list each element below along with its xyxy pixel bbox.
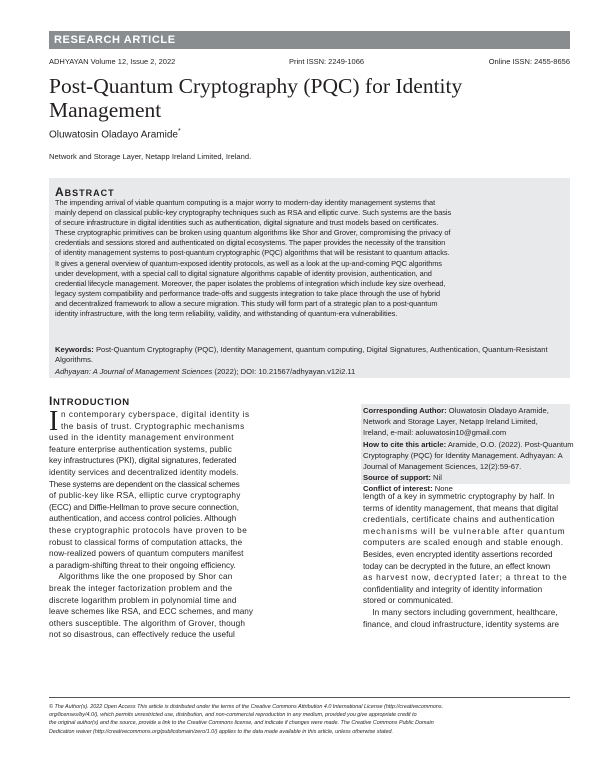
body-line: key infrastructures (PKI), digital signatures, federated bbox=[49, 456, 237, 466]
body-line: mechanisms will be vulnerable after quantum bbox=[363, 526, 566, 536]
body-right-column bbox=[363, 491, 570, 630]
online-issn: Online ISSN: 2455-8656 bbox=[488, 57, 570, 66]
body-line: Besides, even encrypted identity assertions recorded bbox=[363, 549, 553, 559]
body-line: (ECC) and Diffie-Hellman to prove secure connection, bbox=[49, 502, 239, 512]
journal-citation bbox=[55, 367, 355, 376]
article-type-banner: RESEARCH ARTICLE bbox=[49, 31, 570, 49]
abstract-heading: ABSTRACT bbox=[55, 185, 115, 199]
footer-divider bbox=[49, 697, 570, 698]
keywords-label: Keywords: bbox=[55, 345, 94, 354]
body-line: now-realized powers of quantum computers manifest bbox=[49, 549, 244, 559]
abstract-line: identity infrastructure, with the long term reliability, validity, and withstanding of quantum-era vulnerabilities. bbox=[55, 309, 398, 319]
body-line: these cryptographic protocols have proven to be bbox=[49, 525, 248, 535]
abstract-line: It gives a general overview of quantum-exposed identity protocols, as well as a look at the up-and-coming PQC algorithms bbox=[55, 258, 442, 268]
abstract-line: mainly depend on classical public-key cryptography techniques such as RSA and elliptic curve. Such systems are the basis bbox=[55, 208, 452, 218]
body-left-column bbox=[49, 406, 334, 641]
body-line: discrete logarithm problem in polynomial time and bbox=[49, 595, 237, 605]
author-affiliation: Network and Storage Layer, Netapp Ireland Limited, Ireland. bbox=[49, 152, 252, 161]
body-line: leave schemes like RSA, and ECC schemes, and many bbox=[49, 607, 254, 617]
title-line: Post-Quantum Cryptography (PQC) for Identity bbox=[49, 74, 463, 98]
author-name: Oluwatosin Oladayo Aramide* bbox=[49, 128, 181, 141]
how-to-cite-line: Journal of Management Sciences, 12(2):59-67. bbox=[363, 461, 522, 471]
correspondence-info bbox=[363, 406, 574, 494]
abstract-line: of secure infrastructure in digital identities such as authentication, digital signature and trust models based on certificates. bbox=[55, 218, 439, 228]
body-line: as harvest now, decrypted later; a threat to the bbox=[363, 573, 568, 583]
body-line: n contemporary cyberspace, digital identity is bbox=[61, 410, 250, 419]
body-line: authentication, and access control policies. Although bbox=[49, 514, 237, 524]
body-line: others susceptible. The algorithm of Grover, though bbox=[49, 618, 246, 628]
title-line: Management bbox=[49, 98, 162, 122]
abstract-line: These cryptographic primitives can be broken using quantum algorithms like Shor and Grover, compromising the privacy of bbox=[55, 228, 451, 238]
body-line: the basis of trust. Cryptographic mechanisms bbox=[61, 421, 245, 431]
body-line: feature enterprise authentication systems, public bbox=[49, 444, 233, 454]
corresponding-author: Corresponding Author: Oluwatosin Oladayo Aramide, bbox=[363, 406, 549, 415]
body-line: robust to classical forms of computation attacks, the bbox=[49, 537, 243, 547]
body-line: finance, and cloud infrastructure, identity systems are bbox=[363, 619, 560, 629]
article-title bbox=[49, 74, 469, 122]
body-line: These systems are dependent on the classical schemes bbox=[49, 479, 240, 489]
body-line: Algorithms like the one proposed by Shor can bbox=[49, 572, 233, 582]
conflict-of-interest: Conflict of interest: None bbox=[363, 483, 453, 493]
body-line: not so disastrous, can effectively reduce the useful bbox=[49, 630, 235, 640]
corresponding-mark: * bbox=[177, 128, 181, 135]
body-line: of public-key like RSA, elliptic curve cryptography bbox=[49, 491, 241, 501]
keywords-list: Post-Quantum Cryptography (PQC), Identity Management, quantum computing, Digital Signatures, Authentication, Quantum-Resistant Algorithms. bbox=[55, 345, 548, 365]
body-line: confidentiality and integrity of identity information bbox=[363, 584, 543, 594]
journal-info-line bbox=[49, 57, 570, 69]
abstract-line: credential lifecycle management. Moreover, the paper isolates the problems of integration which include key size overhead, bbox=[55, 278, 446, 288]
citation-journal: Adhyayan: A Journal of Management Sciences bbox=[55, 367, 213, 376]
corresponding-affiliation: Network and Storage Layer, Netapp Ireland Limited, bbox=[363, 416, 538, 426]
body-line: identity services and decentralized identity models. bbox=[49, 467, 239, 477]
abstract-line: of identity management systems to post-quantum cryptographic (PQC) algorithms that will be resistant to quantum attacks. bbox=[55, 248, 450, 258]
license-line: the original author(s) and the source, provide a link to the Creative Commons license, and indicate if changes were made. The Creative Commons Public Domain bbox=[49, 720, 434, 727]
license-line: org/licenses/by/4.0/), which permits unrestricted use, distribution, and non-commercial reproduction in any medium, provided you give appropriate credit to bbox=[49, 712, 417, 719]
source-of-support: Source of support: Nil bbox=[363, 472, 442, 482]
body-line: terms of identity management, that means that digital bbox=[363, 503, 559, 513]
abstract-line: The impending arrival of viable quantum computing is a major worry to modern-day identity management systems that bbox=[55, 198, 436, 207]
abstract-line: legacy system compatibility and performance trade-offs and suggests integration to take place through the use of hybrid bbox=[55, 288, 441, 298]
how-to-cite-line: Cryptography (PQC) for Identity Management. Adhyayan: A bbox=[363, 451, 563, 461]
body-line: In many sectors including government, healthcare, bbox=[363, 607, 558, 617]
license-notice bbox=[49, 703, 570, 736]
citation-doi: (2022); DOI: 10.21567/adhyayan.v12i2.11 bbox=[212, 367, 356, 376]
corresponding-email: Ireland, e-mail: aoluwatosin10@gmail.com bbox=[363, 427, 507, 437]
body-line: credentials, certificate chains and authentication bbox=[363, 515, 555, 525]
body-line: computers are scaled enough and stable enough. bbox=[363, 538, 564, 548]
drop-cap: I bbox=[49, 406, 59, 437]
abstract-line: and decentralized framework to allow a secure migration. This study will form part of a strategic plan to a post-quantum bbox=[55, 298, 438, 308]
license-line: Dedication waiver (http://creativecommons.org/publicdomain/zero/1.0/) applies to the data made available in this article, unless otherwise stated. bbox=[49, 728, 393, 735]
abstract-line: under development, with a special call to digital signature algorithms capable of identity provision, authentication, and bbox=[55, 268, 432, 278]
journal-volume: ADHYAYAN Volume 12, Issue 2, 2022 bbox=[49, 57, 176, 66]
license-line: © The Author(s). 2022 Open Access This article is distributed under the terms of the Creative Commons Attribution 4.0 International License (http://creativecommons. bbox=[49, 704, 444, 710]
keywords bbox=[55, 345, 566, 365]
body-line: used in the identity management environment bbox=[49, 433, 235, 443]
body-line: today can be decrypted in the future, an effect known bbox=[363, 561, 551, 571]
body-line: break the integer factorization problem and the bbox=[49, 583, 233, 593]
print-issn: Print ISSN: 2249-1066 bbox=[289, 57, 365, 66]
introduction-heading: INTRODUCTION bbox=[49, 394, 130, 408]
abstract-text bbox=[55, 198, 566, 319]
abstract-line: credentials and sessions stored and authenticated on digital ecosystems. The paper provides the necessity of the transition bbox=[55, 238, 446, 248]
body-line: a paradigm-shifting threat to their ongoing efficiency. bbox=[49, 560, 236, 570]
body-line: stored or communicated. bbox=[363, 596, 454, 606]
how-to-cite: How to cite this article: Aramide, O.O. (2022). Post-Quantum bbox=[363, 440, 574, 450]
body-line: length of a key in symmetric cryptography by half. In bbox=[363, 492, 555, 501]
